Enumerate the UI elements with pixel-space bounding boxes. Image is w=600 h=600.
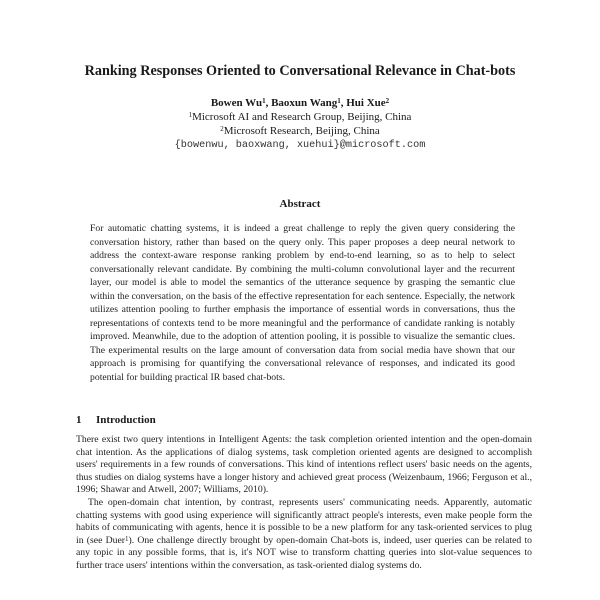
abstract-text: For automatic chatting systems, it is indeed a great challenge to reply the given query considering the conversation history, rather than based on the query only. This paper proposes a deep neural network to address the context-aware response ranking problem by end-to-end learning, so as to help to select conversationally relevant candidate. By combining the multi-column convolutional layer and the recurrent layer, our model is able to model the semantics of the utterance sequence by grasping the semantic clue within the conversation, on the basis of the effective representation for each sentence. Especially, the network utilizes attention pooling to further emphasis the importance of essential words in conversations, thus the representations of contexts tend to be more meaningful and the performance of candidate ranking is notably improved. Meanwhile, due to the adoption of attention pooling, it is possible to visualize the semantic clues. The experimental results on the large amount of conversation data from social media have shown that our approach is promising for quantifying the conversational relevance of responses, and indicated its good potential for building practical IR based chat-bots.	[90, 223, 515, 383]
author-sup: 1	[337, 97, 341, 105]
author-email: {bowenwu, baoxwang, xuehui}@microsoft.com	[174, 139, 426, 151]
footnote-mark: 1	[125, 534, 129, 543]
affiliation-text: Microsoft AI and Research Group, Beijing, China	[192, 111, 412, 124]
author-block	[60, 96, 540, 153]
author-sup: 2	[385, 97, 390, 105]
author-name: Bowen Wu	[210, 97, 263, 109]
section-number: 1	[76, 414, 82, 426]
author-name: Baoxun Wang	[271, 97, 338, 109]
author-name: Hui Xue	[346, 97, 386, 109]
paragraph	[76, 497, 532, 573]
affiliation-sup: 1	[188, 111, 193, 120]
author-sup: 1	[262, 97, 266, 105]
abstract-heading: Abstract	[279, 198, 321, 210]
paragraph-part: The open-domain chat intention, by contrast, represents users' communicating needs. Apparently, automatic chatting systems with good using experience will significantly attract people's interests, even make people form the habits of communicating with agents, hence it is possible to be a new platform for any task-oriented services to plug in (see Duer	[76, 496, 532, 546]
affiliation-text: Microsoft Research, Beijing, China	[223, 125, 380, 138]
paragraph-part: ). One challenge directly brought by open-domain Chat-bots is, indeed, user queries can be related to any topic in any possible forms, that is, it's NOT wise to transform chatting queries into slot-value sequences to further trace users' intentions within the conversation, as task-oriented dialog systems do.	[76, 534, 532, 571]
affiliation-sup: 2	[220, 125, 224, 134]
paper-title: Ranking Responses Oriented to Conversational Relevance in Chat-bots	[84, 63, 516, 79]
affiliation	[60, 124, 540, 138]
author-names: Bowen Wu$^1$, Baoxun Wang$^1$, Hui Xue$^2$	[210, 97, 390, 109]
section-heading	[76, 413, 156, 427]
affiliation	[60, 110, 540, 124]
paragraph: There exist two query intentions in Intelligent Agents: the task completion oriented intention and the open-domain chat intention. As the applications of dialog systems, task completion oriented agents are designed to accomplish users' requirements in a few rounds of conversations. This kind of intentions reflect users' basic needs on the agents, thus studies on dialog systems have a longer history and achieved great process (Weizenbaum, 1966; Ferguson et al., 1996; Shawar and Atwell, 2007; Williams, 2010).	[76, 434, 532, 496]
section-title: Introduction	[96, 414, 156, 426]
section-body	[76, 434, 532, 573]
